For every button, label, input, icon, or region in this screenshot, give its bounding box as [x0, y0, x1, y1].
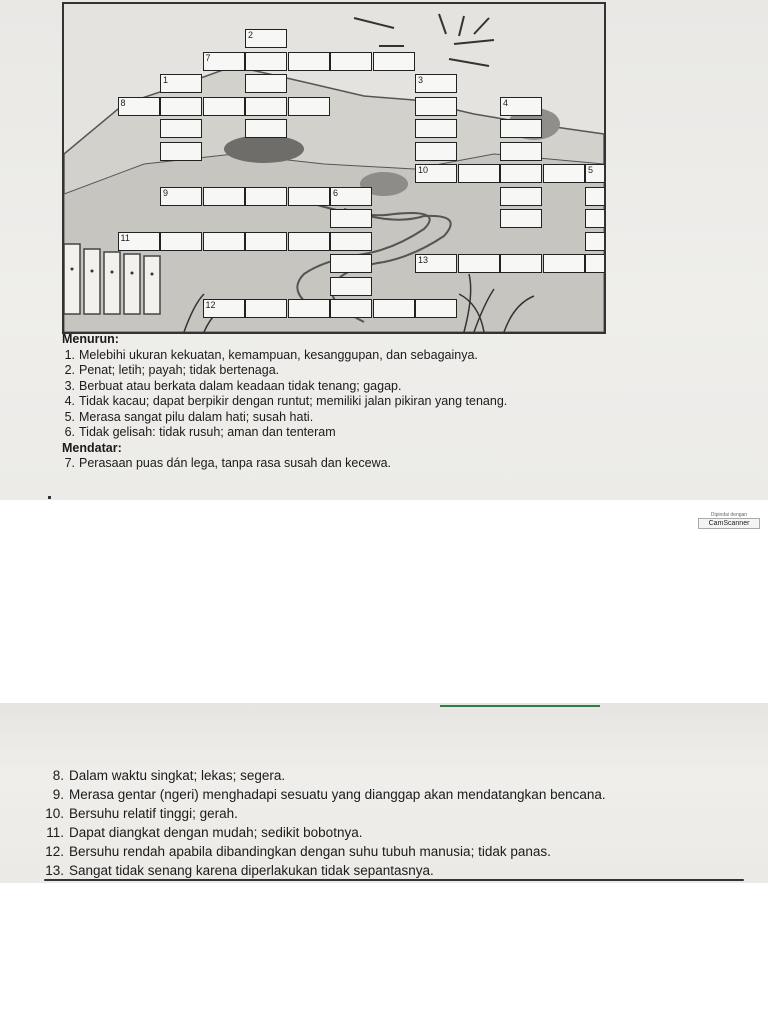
cell-number: 12	[205, 300, 216, 310]
clue-item	[44, 861, 606, 880]
across-continued-clues	[44, 766, 606, 880]
crossword-cell[interactable]	[500, 142, 542, 161]
crossword-cell[interactable]	[415, 299, 457, 318]
clue-text: Bersuhu relatif tinggi; gerah.	[69, 806, 238, 821]
crossword-cell[interactable]	[330, 187, 372, 206]
crossword-cell[interactable]	[415, 97, 457, 116]
cell-number: 6	[333, 187, 339, 198]
green-divider	[440, 705, 600, 707]
clue-item	[44, 823, 606, 842]
crossword-cell[interactable]	[203, 52, 245, 71]
crossword-cell[interactable]	[203, 232, 245, 251]
crossword-cell[interactable]	[330, 52, 372, 71]
cell-number: 5	[588, 165, 594, 175]
crossword-cell[interactable]	[373, 52, 415, 71]
across-clue-list	[62, 456, 507, 472]
clue-text: Merasa sangat pilu dalam hati; susah hati.	[79, 409, 314, 424]
clue-text: Sangat tidak senang karena diperlakukan tidak sepantasnya.	[69, 863, 434, 878]
crossword-cell[interactable]	[330, 254, 372, 273]
clue-text: Tidak kacau; dapat berpikir dengan runtut; memiliki jalan pikiran yang tenang.	[79, 394, 508, 408]
clue-text: Dapat diangkat dengan mudah; sedikit bobotnya.	[69, 825, 363, 840]
crossword-cell[interactable]	[245, 299, 287, 318]
clue-number: 1.	[64, 347, 75, 362]
camscanner-watermark	[698, 512, 760, 529]
crossword-cell[interactable]	[203, 97, 245, 116]
clue-text: Bersuhu rendah apabila dibandingkan dengan suhu tubuh manusia; tidak panas.	[69, 844, 551, 859]
crossword-cell[interactable]	[245, 29, 287, 48]
crossword-cell[interactable]	[245, 187, 287, 206]
across-continued-list	[44, 766, 606, 880]
crossword-cell[interactable]	[415, 74, 457, 93]
clue-text: Penat; letih; payah; tidak bertenaga.	[79, 363, 280, 377]
clue-number: 4.	[64, 394, 75, 408]
crossword-cell[interactable]	[543, 164, 585, 183]
crossword-cell[interactable]	[118, 232, 160, 251]
down-clue-list	[62, 348, 507, 441]
crossword-cell[interactable]	[160, 232, 202, 251]
crossword-cell[interactable]	[245, 52, 287, 71]
crossword-cell[interactable]	[458, 254, 500, 273]
clue-item	[62, 348, 507, 364]
clue-text: Perasaan puas dán lega, tanpa rasa susah dan kecewa.	[79, 456, 392, 470]
clue-item	[62, 410, 507, 426]
crossword-cell[interactable]	[373, 299, 415, 318]
crossword-cell[interactable]	[160, 97, 202, 116]
crossword-cell[interactable]	[585, 187, 606, 206]
clue-text: Berbuat atau berkata dalam keadaan tidak tenang; gagap.	[79, 378, 402, 393]
clue-item	[44, 785, 606, 804]
crossword-cell[interactable]	[245, 74, 287, 93]
watermark-caption: Dipindai dengan	[710, 512, 748, 518]
crossword-cell[interactable]	[288, 187, 330, 206]
cell-number: 8	[120, 97, 126, 108]
crossword-cell[interactable]	[245, 97, 287, 116]
crossword-cell[interactable]	[415, 119, 457, 138]
clue-number: 2.	[64, 363, 75, 377]
clue-number: 8.	[52, 768, 64, 783]
crossword-cell[interactable]	[585, 164, 606, 183]
cell-number: 1	[163, 75, 169, 85]
across-heading: Mendatar:	[62, 440, 122, 455]
down-clues	[62, 332, 507, 472]
clue-number: 10.	[45, 806, 64, 821]
cell-number: 2	[248, 30, 254, 40]
crossword-cell[interactable]	[500, 254, 542, 273]
down-heading: Menurun:	[62, 332, 119, 346]
crossword-cell[interactable]	[415, 142, 457, 161]
crossword-cell[interactable]	[330, 232, 372, 251]
crossword-cell[interactable]	[160, 142, 202, 161]
clue-text: Dalam waktu singkat; lekas; segera.	[69, 768, 286, 783]
clue-text: Merasa gentar (ngeri) menghadapi sesuatu yang dianggap akan mendatangkan bencana.	[69, 787, 606, 802]
crossword-cell[interactable]	[288, 299, 330, 318]
clue-number: 11.	[46, 825, 64, 840]
crossword-cell[interactable]	[160, 119, 202, 138]
clue-item	[62, 394, 507, 410]
crossword-cell[interactable]	[500, 164, 542, 183]
crossword-cell[interactable]	[500, 119, 542, 138]
bottom-rule	[44, 879, 744, 881]
clue-item	[62, 379, 507, 395]
crossword-cell[interactable]	[288, 232, 330, 251]
crossword-cell[interactable]	[500, 187, 542, 206]
clue-number: 7.	[64, 456, 75, 470]
clue-item	[62, 363, 507, 379]
cell-number: 4	[503, 97, 509, 108]
crossword-cell[interactable]	[330, 209, 372, 228]
scan-speck	[48, 496, 51, 499]
crossword-cell[interactable]	[203, 299, 245, 318]
crossword-cell[interactable]	[415, 164, 457, 183]
crossword-cell[interactable]	[585, 232, 606, 251]
cell-number: 9	[163, 187, 169, 198]
clue-number: 6.	[64, 425, 75, 439]
crossword-cell[interactable]	[288, 52, 330, 71]
watermark-brand: CamScanner	[698, 518, 760, 529]
clue-item	[44, 842, 606, 861]
cell-number: 10	[418, 165, 429, 175]
cell-number: 11	[120, 232, 130, 243]
cell-number: 7	[205, 52, 211, 63]
crossword-cell[interactable]	[415, 254, 457, 273]
clue-number: 5.	[64, 409, 75, 424]
clue-item	[62, 425, 507, 441]
crossword-cell[interactable]	[585, 209, 606, 228]
crossword-cell[interactable]	[245, 232, 287, 251]
crossword-cell[interactable]	[330, 277, 372, 296]
crossword-cell[interactable]	[288, 97, 330, 116]
clue-item	[44, 766, 606, 785]
clue-text: Melebihi ukuran kekuatan, kemampuan, kesanggupan, dan sebagainya.	[79, 347, 478, 362]
crossword-cell[interactable]	[160, 74, 202, 93]
crossword-cell[interactable]	[118, 97, 160, 116]
crossword-cell[interactable]	[500, 97, 542, 116]
clue-text: Tidak gelisah: tidak rusuh; aman dan tenteram	[79, 425, 336, 439]
cell-number: 3	[418, 75, 424, 85]
crossword-cell[interactable]	[585, 254, 606, 273]
crossword-cell[interactable]	[203, 187, 245, 206]
crossword-cell[interactable]	[245, 119, 287, 138]
crossword-cell[interactable]	[543, 254, 585, 273]
clue-number: 3.	[64, 378, 75, 393]
crossword-cell[interactable]	[160, 187, 202, 206]
clue-number: 12.	[45, 844, 64, 859]
clue-number: 13.	[45, 863, 64, 878]
clue-number: 9.	[52, 787, 64, 802]
crossword-illustration	[62, 2, 606, 334]
clue-item	[62, 456, 507, 472]
crossword-cell[interactable]	[500, 209, 542, 228]
cell-number: 13	[418, 255, 429, 265]
crossword-cell[interactable]	[330, 299, 372, 318]
clue-item	[44, 804, 606, 823]
crossword-cell[interactable]	[458, 164, 500, 183]
